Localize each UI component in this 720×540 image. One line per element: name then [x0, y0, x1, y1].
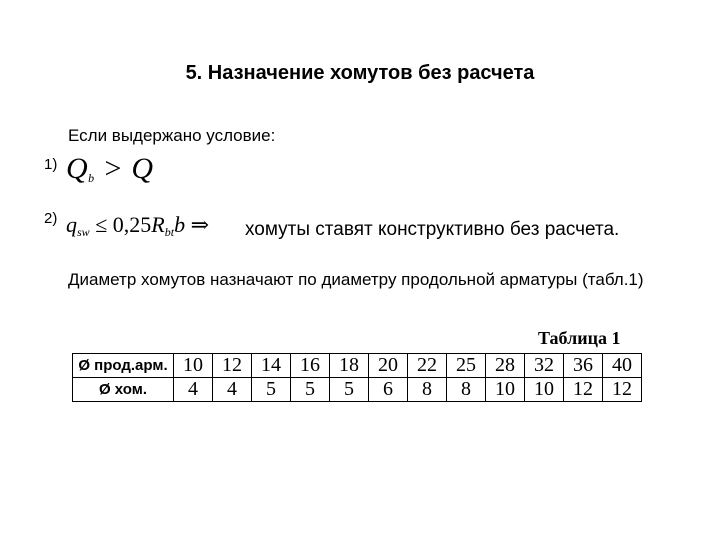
table-cell: 8	[408, 378, 447, 402]
table-cell: 8	[447, 378, 486, 402]
table-cell: 10	[174, 354, 213, 378]
row-header: Ø хом.	[73, 378, 174, 402]
table-cell: 5	[330, 378, 369, 402]
diameter-paragraph: Диаметр хомутов назначают по диаметру продольной арматуры (табл.1)	[68, 270, 644, 289]
implies-arrow-icon: ⇒	[185, 212, 209, 237]
table-cell: 12	[213, 354, 252, 378]
condition-1-formula	[66, 152, 154, 186]
table-cell: 5	[252, 378, 291, 402]
row-header: Ø прод.арм.	[73, 354, 174, 378]
table-cell: 20	[369, 354, 408, 378]
table-cell: 36	[564, 354, 603, 378]
table-cell: 10	[525, 378, 564, 402]
formula-lhs: Q	[66, 152, 89, 185]
table-cell: 4	[213, 378, 252, 402]
table-cell: 25	[447, 354, 486, 378]
condition-intro: Если выдержано условие:	[68, 126, 276, 145]
diameter-table	[72, 353, 642, 402]
table-cell: 28	[486, 354, 525, 378]
table-cell: 16	[291, 354, 330, 378]
table-cell: 4	[174, 378, 213, 402]
condition-2-number: 2)	[44, 210, 58, 227]
table-caption: Таблица 1	[538, 328, 621, 348]
table-row	[73, 354, 642, 378]
formula-lhs-sub: sw	[77, 225, 90, 239]
table-cell: 22	[408, 354, 447, 378]
formula-var: R	[151, 212, 165, 237]
condition-1-number: 1)	[44, 156, 58, 173]
condition-2-result: хомуты ставят конструктивно без расчета.	[245, 219, 620, 240]
table-cell: 5	[291, 378, 330, 402]
table-cell: 32	[525, 354, 564, 378]
table-cell: 14	[252, 354, 291, 378]
table-cell: 18	[330, 354, 369, 378]
formula-lhs: q	[66, 212, 77, 237]
table-cell: 6	[369, 378, 408, 402]
formula-lhs-sub: b	[88, 171, 95, 185]
formula-operator: ≤ 0,25	[89, 212, 152, 237]
table-row	[73, 378, 642, 402]
formula-tail: b	[174, 212, 186, 237]
formula-rhs: Q	[131, 152, 154, 185]
table-cell: 12	[564, 378, 603, 402]
formula-var-sub: bt	[164, 225, 175, 239]
formula-operator: >	[94, 152, 132, 185]
page-title: 5. Назначение хомутов без расчета	[185, 62, 535, 84]
condition-2-formula	[66, 212, 209, 240]
table-cell: 40	[603, 354, 642, 378]
table-cell: 10	[486, 378, 525, 402]
table-cell: 12	[603, 378, 642, 402]
